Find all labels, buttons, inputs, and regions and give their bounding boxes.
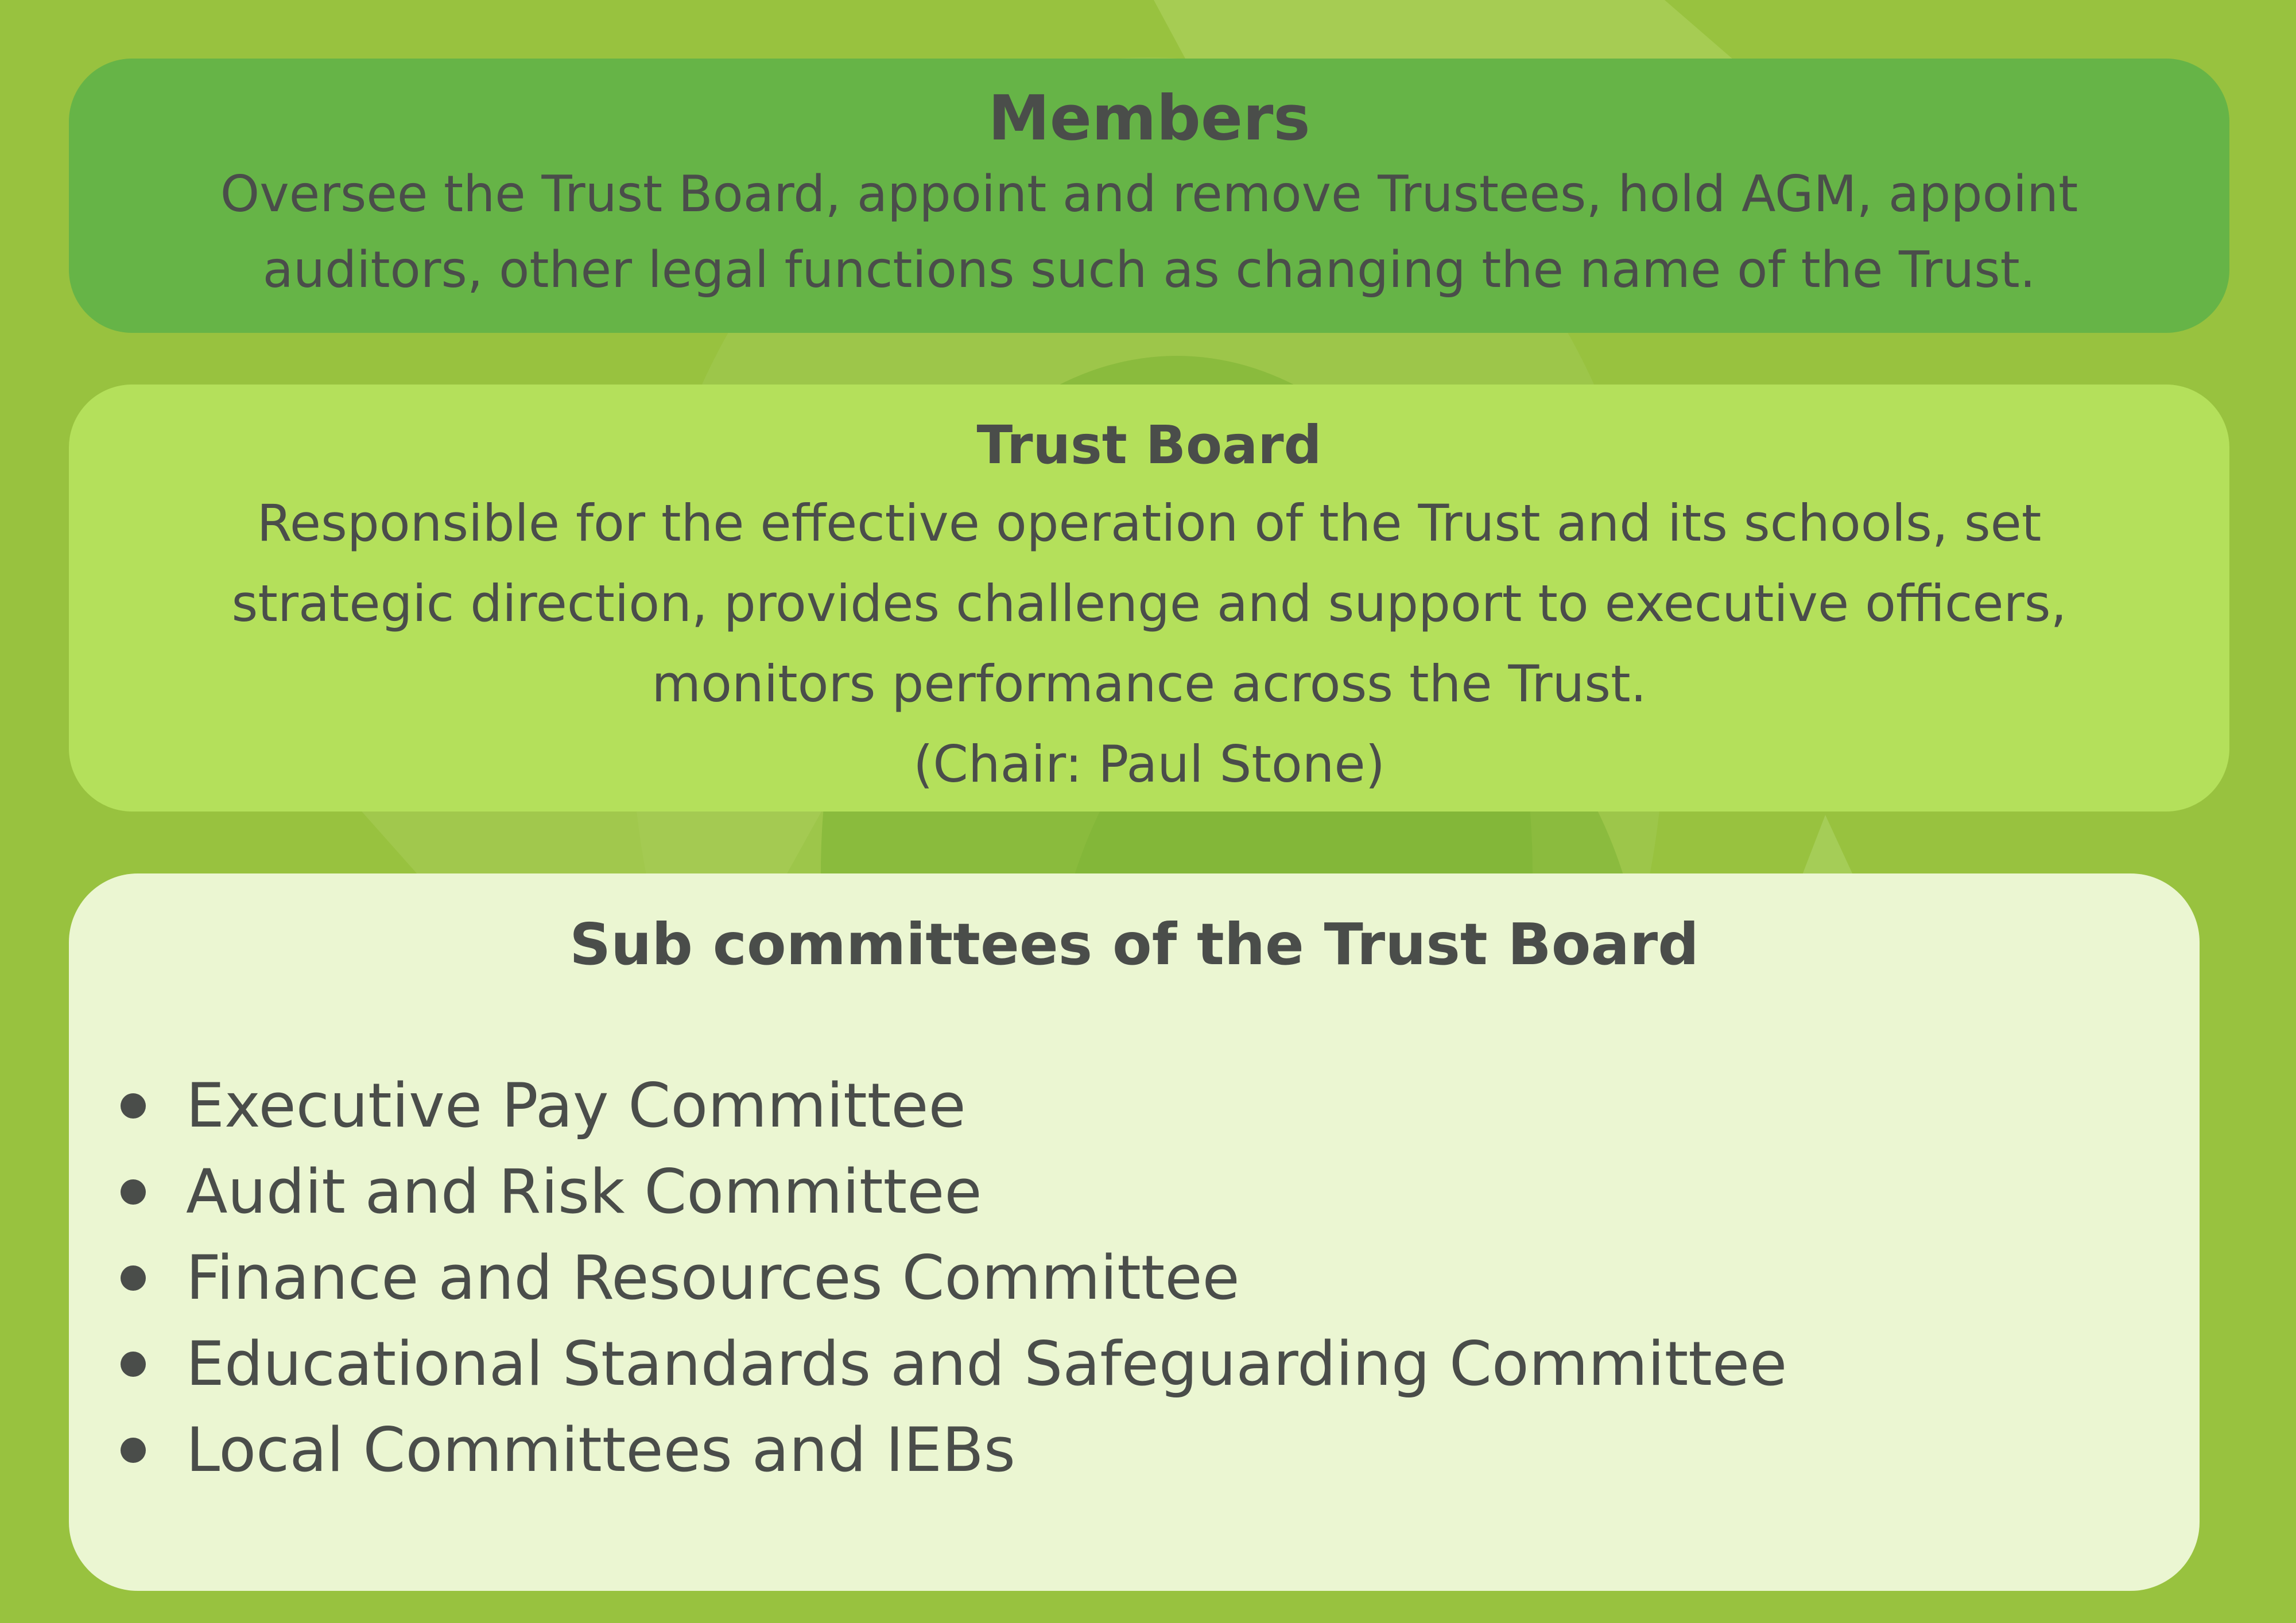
- committee-label: Audit and Risk Committee: [186, 1156, 982, 1227]
- members-title: Members: [988, 83, 1310, 154]
- members-description-line-2: auditors, other legal functions such as changing the name of the Trust.: [262, 240, 2036, 299]
- bullet-icon: [121, 1352, 146, 1377]
- list-item: [121, 1149, 1787, 1235]
- trust-board-chair: (Chair: Paul Stone): [913, 735, 1385, 794]
- list-item: [121, 1407, 1787, 1493]
- trust-board-description-line-1: Responsible for the effective operation of the Trust and its schools, set: [257, 494, 2042, 553]
- list-item: [121, 1063, 1787, 1149]
- bullet-icon: [121, 1265, 146, 1291]
- list-item: [121, 1235, 1787, 1321]
- trust-board-title: Trust Board: [976, 414, 1322, 476]
- committee-label: Executive Pay Committee: [186, 1070, 966, 1141]
- members-description-line-1: Oversee the Trust Board, appoint and remove Trustees, hold AGM, appoint: [220, 165, 2078, 223]
- trust-board-description-line-2: strategic direction, provides challenge and support to executive officers,: [231, 574, 2067, 633]
- committee-list: [121, 1063, 1787, 1493]
- trust-board-panel: [69, 385, 2229, 812]
- list-item: [121, 1321, 1787, 1407]
- bullet-icon: [121, 1179, 146, 1205]
- sub-committees-title: Sub committees of the Trust Board: [569, 911, 1699, 978]
- committee-label: Educational Standards and Safeguarding Committee: [186, 1329, 1787, 1399]
- members-panel: [69, 59, 2229, 333]
- trust-board-description-line-3: monitors performance across the Trust.: [651, 654, 1647, 713]
- committee-label: Local Committees and IEBs: [186, 1415, 1016, 1485]
- bullet-icon: [121, 1093, 146, 1119]
- sub-committees-panel: [69, 873, 2200, 1591]
- committee-label: Finance and Resources Committee: [186, 1243, 1240, 1313]
- bullet-icon: [121, 1438, 146, 1463]
